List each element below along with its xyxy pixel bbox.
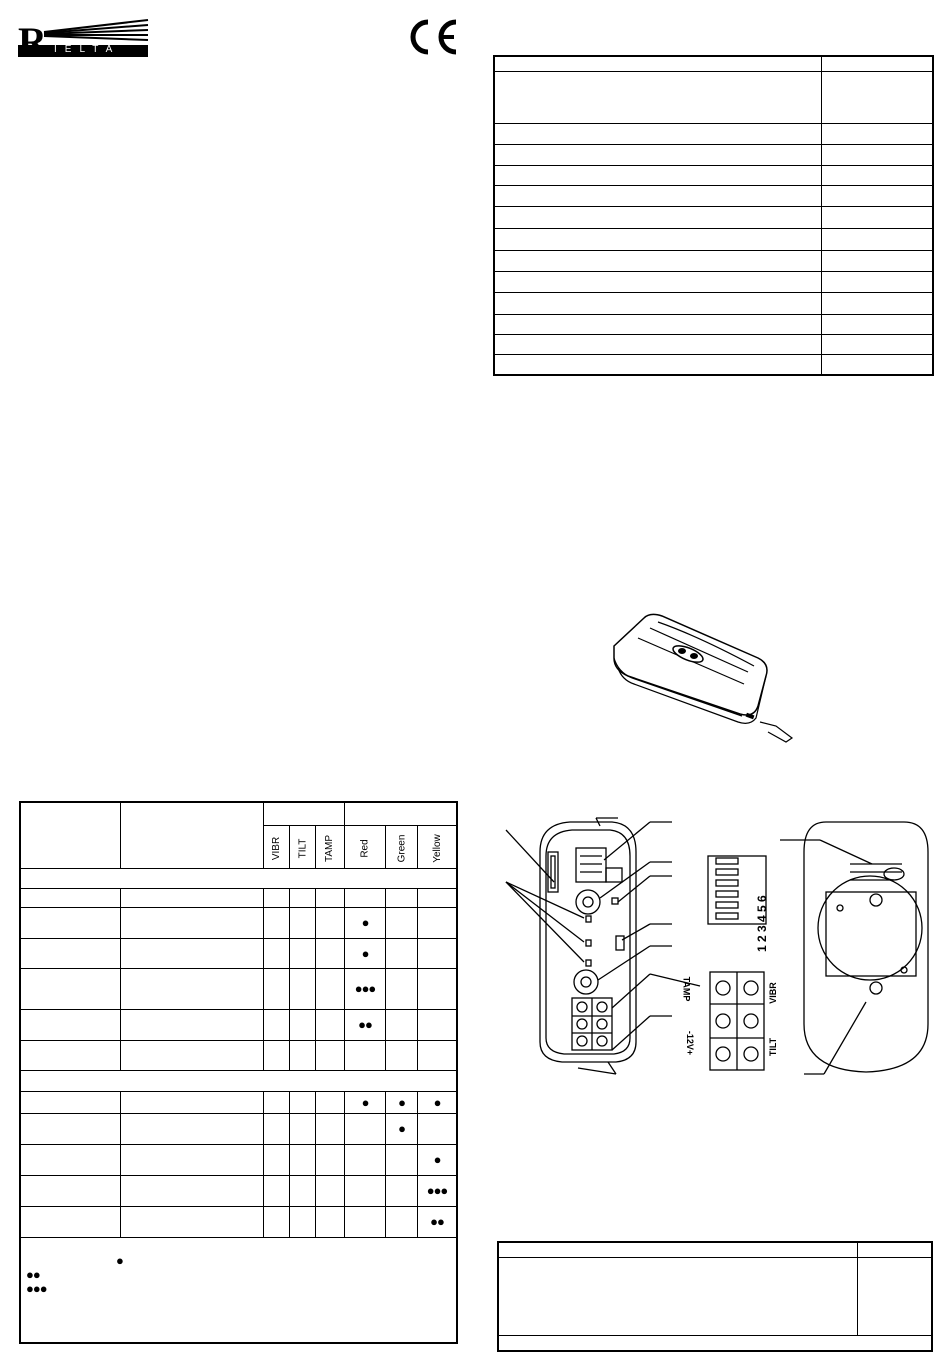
logo-text: IELTA — [54, 44, 121, 55]
terminal-label-power: -12V+ — [685, 1030, 696, 1056]
section-row — [20, 868, 457, 888]
bottom-table — [497, 1241, 933, 1352]
legend-triple: ●●● — [26, 1280, 47, 1296]
specification-table — [493, 55, 934, 376]
col-yellow: Yellow — [418, 825, 458, 868]
terminal-label-tilt: TILT — [768, 1037, 779, 1057]
indication-table — [19, 801, 458, 1344]
terminal-label-tamp: TAMP — [681, 976, 692, 1002]
table-row: ●●● — [20, 968, 457, 1009]
terminal-label-vibr: VIBR — [767, 982, 778, 1004]
table-row: ●● — [20, 1009, 457, 1040]
board-diagram — [500, 812, 940, 1082]
legend-row — [20, 1237, 457, 1343]
logo-initial: R — [18, 19, 47, 58]
dip-numbers: 1 2 3 4 5 6 — [755, 895, 769, 952]
table-row: ●●● — [20, 1175, 457, 1206]
table-row: ● — [20, 1113, 457, 1144]
section-row — [20, 1070, 457, 1091]
col-vibr: VIBR — [264, 825, 290, 868]
table-row — [20, 1040, 457, 1070]
col-tamp: TAMP — [316, 825, 345, 868]
col-green: Green — [386, 825, 418, 868]
col-red: Red — [345, 825, 386, 868]
table-row: ● — [20, 938, 457, 968]
table-row: ●● — [20, 1206, 457, 1237]
brand-logo — [18, 18, 150, 58]
detector-illustration — [608, 610, 798, 750]
table-row: ● — [20, 907, 457, 938]
table-row: ● — [20, 1144, 457, 1175]
table-row: ● ● ● — [20, 1091, 457, 1113]
legend-single: ● — [116, 1252, 123, 1268]
col-tilt: TILT — [290, 825, 316, 868]
legend-double: ●● — [26, 1266, 40, 1282]
ce-mark — [404, 18, 460, 56]
